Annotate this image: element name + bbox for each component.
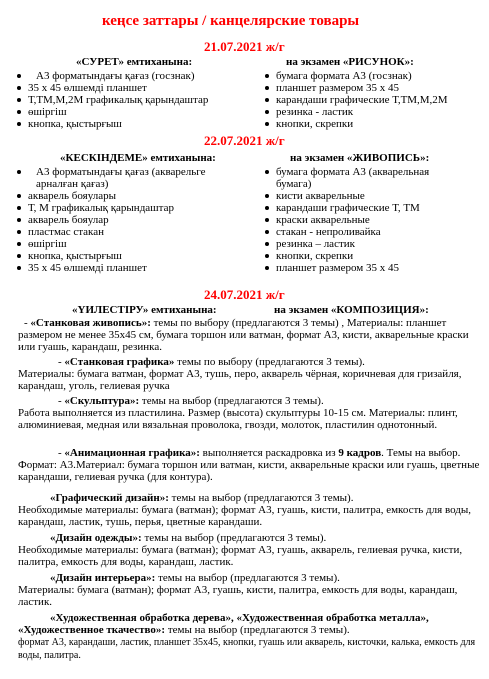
list-item: планшет размером 35 х 45 (262, 262, 462, 274)
list-item: кисти акварельные (262, 190, 462, 202)
list-item: өшіргіш (14, 106, 244, 118)
composition-text: темы по выбору (предлагаются 3 темы). (174, 356, 365, 368)
list-item: пластмас стакан (14, 226, 234, 238)
list-item: А3 форматындағы қағаз (акварельге арналған қағаз) (14, 166, 234, 190)
list-item: бумага формата А3 (госзнак) (262, 70, 488, 82)
list-item: кнопки, скрепки (262, 250, 462, 262)
list-item: акварель бояулары (14, 190, 234, 202)
composition-paragraph-6 (18, 532, 480, 568)
composition-title: «Станковая живопись»: (30, 317, 151, 329)
composition-title: «Графический дизайн»: (50, 492, 169, 504)
list-item: карандаши графические Т,ТМ,М,2М (262, 94, 488, 106)
list-item: акварель бояулар (14, 214, 234, 226)
composition-paragraph-7 (18, 572, 480, 608)
composition-text: темы на выбор (предлагаются 3 темы). (139, 395, 324, 407)
kz-list-1 (14, 70, 244, 130)
list-item: резинка - ластик (262, 106, 488, 118)
kz-header-3: «ҮИЛЕСТІРУ» емтиханына: (72, 304, 217, 316)
composition-text: темы на выбор (предлагаются 3 темы). (168, 492, 354, 504)
composition-text: темы на выбор (предлагаются 3 темы). (141, 532, 327, 544)
kz-header-2: «КЕСКІНДЕМЕ» емтиханына: (60, 152, 216, 164)
list-item: стакан - непроливайка (262, 226, 462, 238)
composition-paragraph-3: - «Скульптура»: темы на выбор (предлагаются 3 темы). Работа выполняется из пластилина. Размер (высота) скульптуры 10-15 см. Материалы: плинт, алюминиевая, медная или вязальная проволока, гвозди, молоток, пластилин однотонный. (18, 395, 458, 431)
list-item: Т, М графикалық қарындаштар (14, 202, 234, 214)
composition-paragraph-4: - «Анимационная графика»: выполняется раскадровка из 9 кадров. Темы на выбор. Формат: А3.Материал: бумага торшон или ватман, кисти, акварельные краски или гуашь, цветные карандаши, гелиевая ручка (для контура). (18, 447, 480, 483)
composition-title: «Дизайн одежды»: (50, 532, 142, 544)
composition-title: «Станковая графика» (64, 356, 175, 368)
section-date-3: 24.07.2021 ж/г (204, 287, 285, 302)
composition-text: Материалы: бумага ватман, формат А3, тушь, перо, акварель чёрная, коричневая для гризайля, карандаш, уголь, гелиевая ручка (18, 368, 462, 392)
composition-text: Работа выполняется из пластилина. Размер (высота) скульптуры 10-15 см. Материалы: плинт, алюминиевая, медная или вязальная проволока, гвозди, молоток, пластилин однотонный. (18, 407, 458, 431)
composition-text: формат А3, карандаши, ластик, планшет 35х45, кнопки, гуашь или акварель, кисточки, калька, емкость для воды, палитра. (18, 637, 476, 661)
composition-paragraph-1: - «Станковая живопись»: темы по выбору (предлагаются 3 темы) , Материалы: планшет размером не менее 35х45 см, бумага торшон или ватман, формат А3, кисти, акварельные краски или гуашь, карандаш, резинка. (18, 317, 469, 353)
composition-title: «Дизайн интерьера»: (50, 572, 156, 584)
composition-paragraph-2: - «Станковая графика» темы по выбору (предлагаются 3 темы). Материалы: бумага ватман, формат А3, тушь, перо, акварель чёрная, коричневая для гризайля, карандаш, уголь, гелиевая ручка (18, 356, 462, 392)
list-item: резинка – ластик (262, 238, 462, 250)
composition-text: темы на выбор (предлагаются 3 темы). (155, 572, 340, 584)
ru-header-3: на экзамен «КОМПОЗИЦИЯ»: (274, 304, 429, 316)
composition-title: «Скульптура»: (64, 395, 140, 407)
composition-text: выполняется раскадровка из (199, 447, 339, 459)
composition-text: темы по выбору (предлагаются 3 темы) , Материалы: планшет размером не менее 35х45 см, бумага торшон или ватман, формат А3, кисти, акварельные краски или гуашь, карандаш, резинка. (18, 317, 469, 353)
list-item: 35 х 45 өлшемді планшет (14, 82, 244, 94)
ru-list-2 (262, 166, 462, 274)
composition-text: . Темы на выбор. Формат: А3.Материал: бумага торшон или ватман, кисти, акварельные краски или гуашь, цветные карандаши, гелиевая ручка (для контура). (18, 447, 480, 483)
list-item: краски акварельные (262, 214, 462, 226)
composition-text: Необходимые материалы: бумага (ватман); формат А3, гуашь, акварель, гелиевая ручка, кисти, палитра, емкость для воды, карандаш, ластик. (18, 544, 463, 568)
list-item: кнопка, қыстырғыш (14, 118, 244, 130)
ru-list-1 (262, 70, 488, 130)
kz-list-2 (14, 166, 234, 274)
page-title: кеңсе заттары / канцелярские товары (102, 13, 360, 29)
list-item: кнопки, скрепки (262, 118, 488, 130)
composition-title: «Анимационная графика»: (64, 447, 200, 459)
composition-title: 9 кадров (338, 447, 382, 459)
list-item: бумага формата А3 (акварельная бумага) (262, 166, 462, 190)
composition-title: «Художественная обработка дерева», «Художественная обработка металла», «Художественное ткачество»: (18, 612, 429, 636)
ru-header-1: на экзамен «РИСУНОК»: (286, 56, 414, 68)
list-item: 35 х 45 өлшемді планшет (14, 262, 234, 274)
composition-text: Материалы: бумага (ватман); формат А3, гуашь, кисти, палитра, емкость для воды, карандаш, ластик. (18, 584, 458, 608)
list-item: Т,ТМ,М,2М графикалық қарындаштар (14, 94, 244, 106)
kz-header-1: «СУРЕТ» емтиханына: (76, 56, 193, 68)
list-item: карандаши графические Т, ТМ (262, 202, 462, 214)
list-item: өшіргіш (14, 238, 234, 250)
list-item: планшет размером 35 х 45 (262, 82, 488, 94)
ru-header-2: на экзамен «ЖИВОПИСЬ»: (290, 152, 430, 164)
composition-text: Необходимые материалы: бумага (ватман); формат А3, гуашь, кисти, палитра, емкость для воды, карандаш, ластик, тушь, перья, цветные карандаши. (18, 504, 471, 528)
composition-paragraph-5 (18, 492, 480, 528)
section-date-2: 22.07.2021 ж/г (204, 133, 285, 148)
list-item: кнопка, қыстырғыш (14, 250, 234, 262)
composition-text: темы на выбор (предлагаются 3 темы). (165, 624, 350, 636)
list-item: А3 форматындағы қағаз (госзнак) (14, 70, 244, 82)
section-date-1: 21.07.2021 ж/г (204, 39, 285, 54)
composition-paragraph-8 (18, 612, 480, 662)
